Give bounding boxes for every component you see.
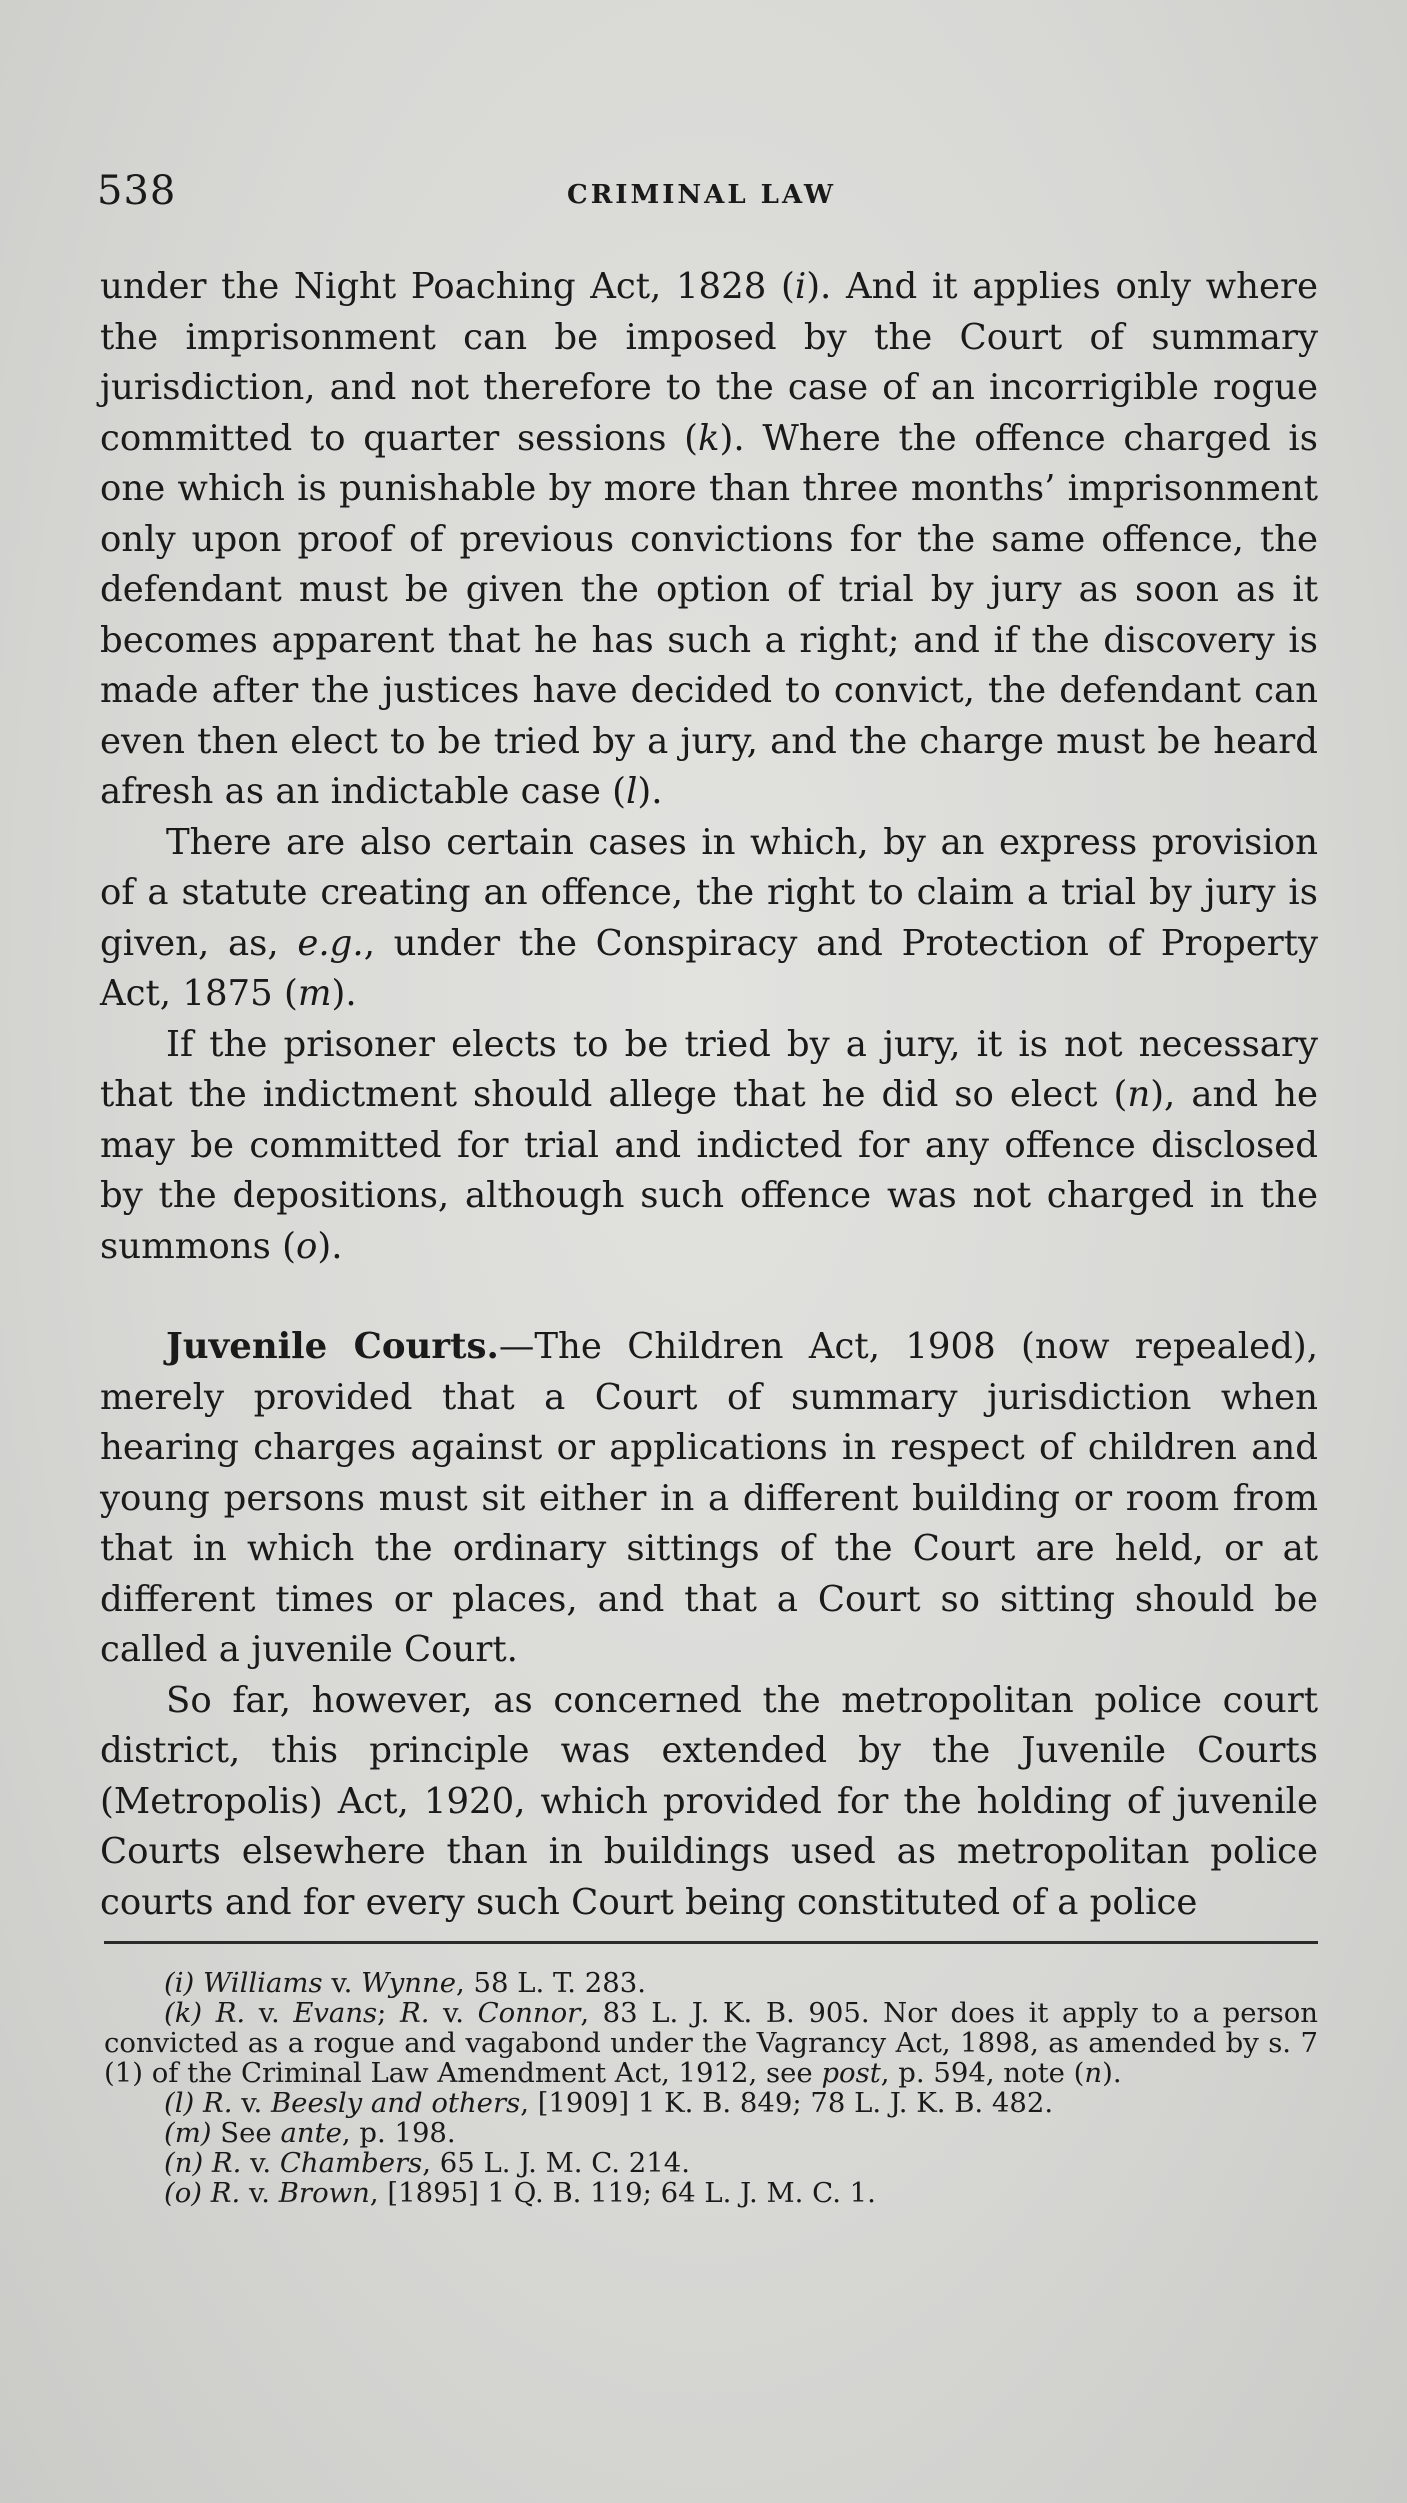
footnote-rule <box>104 1941 1318 1944</box>
footnote-n: (n) R. v. Chambers, 65 L. J. M. C. 214. <box>164 2147 690 2179</box>
running-title: CRIMINAL LAW <box>567 180 837 210</box>
body-text <box>100 262 1318 1928</box>
footnote-m: (m) See ante, p. 198. <box>164 2117 456 2149</box>
footnote-l: (l) R. v. Beesly and others, [1909] 1 K. B. 849; 78 L. J. K. B. 482. <box>164 2087 1054 2119</box>
footnotes <box>104 1968 1318 2208</box>
paragraph-statutory-jury-right: There are also certain cases in which, by an express provision of a statute creating an offence, the right to claim a trial by jury is given, as, e.g., under the Conspiracy and Protection of Property Act, 1875 (m). <box>100 821 1319 1014</box>
paragraph-metropolitan-courts: So far, however, as concerned the metropolitan police court district, this principle was extended by the Juvenile Courts (Metropolis) Act, 1920, which provided for the holding of juvenile Courts elsewhere than in buildings used as metropolitan police courts and for every such Court being constituted of a police <box>100 1679 1318 1923</box>
footnote-k: (k) R. v. Evans; R. v. Connor, 83 L. J. K. B. 905. Nor does it apply to a person convicted as a rogue and vagabond under the Vagrancy Act, 1898, as amended by s. 7 (1) of the Criminal Law Amendment Act, 1912, see post, p. 594, note (n). <box>104 1997 1319 2089</box>
page-number: 538 <box>97 168 177 214</box>
section-heading-juvenile-courts: Juvenile Courts. <box>166 1326 499 1367</box>
paragraph-night-poaching: under the Night Poaching Act, 1828 (i). And it applies only where the imprisonment can be imposed by the Court of summary jurisdiction, and not therefore to the case of an incorrigible rogue committed to quarter sessions (k). Where the offence charged is one which is punishable by more than three months’ imprisonment only upon proof of previous convictions for the same offence, the defendant must be given the option of trial by jury as soon as it becomes apparent that he has such a right; and if the discovery is made after the justices have decided to convict, the defendant can even then elect to be tried by a jury, and the charge must be heard afresh as an indictable case (l). <box>100 266 1319 812</box>
footnote-o: (o) R. v. Brown, [1895] 1 Q. B. 119; 64 L. J. M. C. 1. <box>164 2177 876 2209</box>
footnote-i: (i) Williams v. Wynne, 58 L. T. 283. <box>164 1967 646 1999</box>
paragraph-juvenile-courts: Juvenile Courts.—The Children Act, 1908 (now repealed), merely provided that a Court of summary jurisdiction when hearing charges against or applications in respect of children and young persons must sit either in a different building or room from that in which the ordinary sittings of the Court are held, or at different times or places, and that a Court so sitting should be called a juvenile Court. <box>100 1326 1318 1670</box>
page-header <box>97 168 1322 228</box>
paragraph-prisoner-elects: If the prisoner elects to be tried by a jury, it is not necessary that the indictment should allege that he did so elect (n), and he may be committed for trial and indicted for any offence disclosed by the depositions, although such offence was not charged in the summons (o). <box>100 1023 1318 1267</box>
